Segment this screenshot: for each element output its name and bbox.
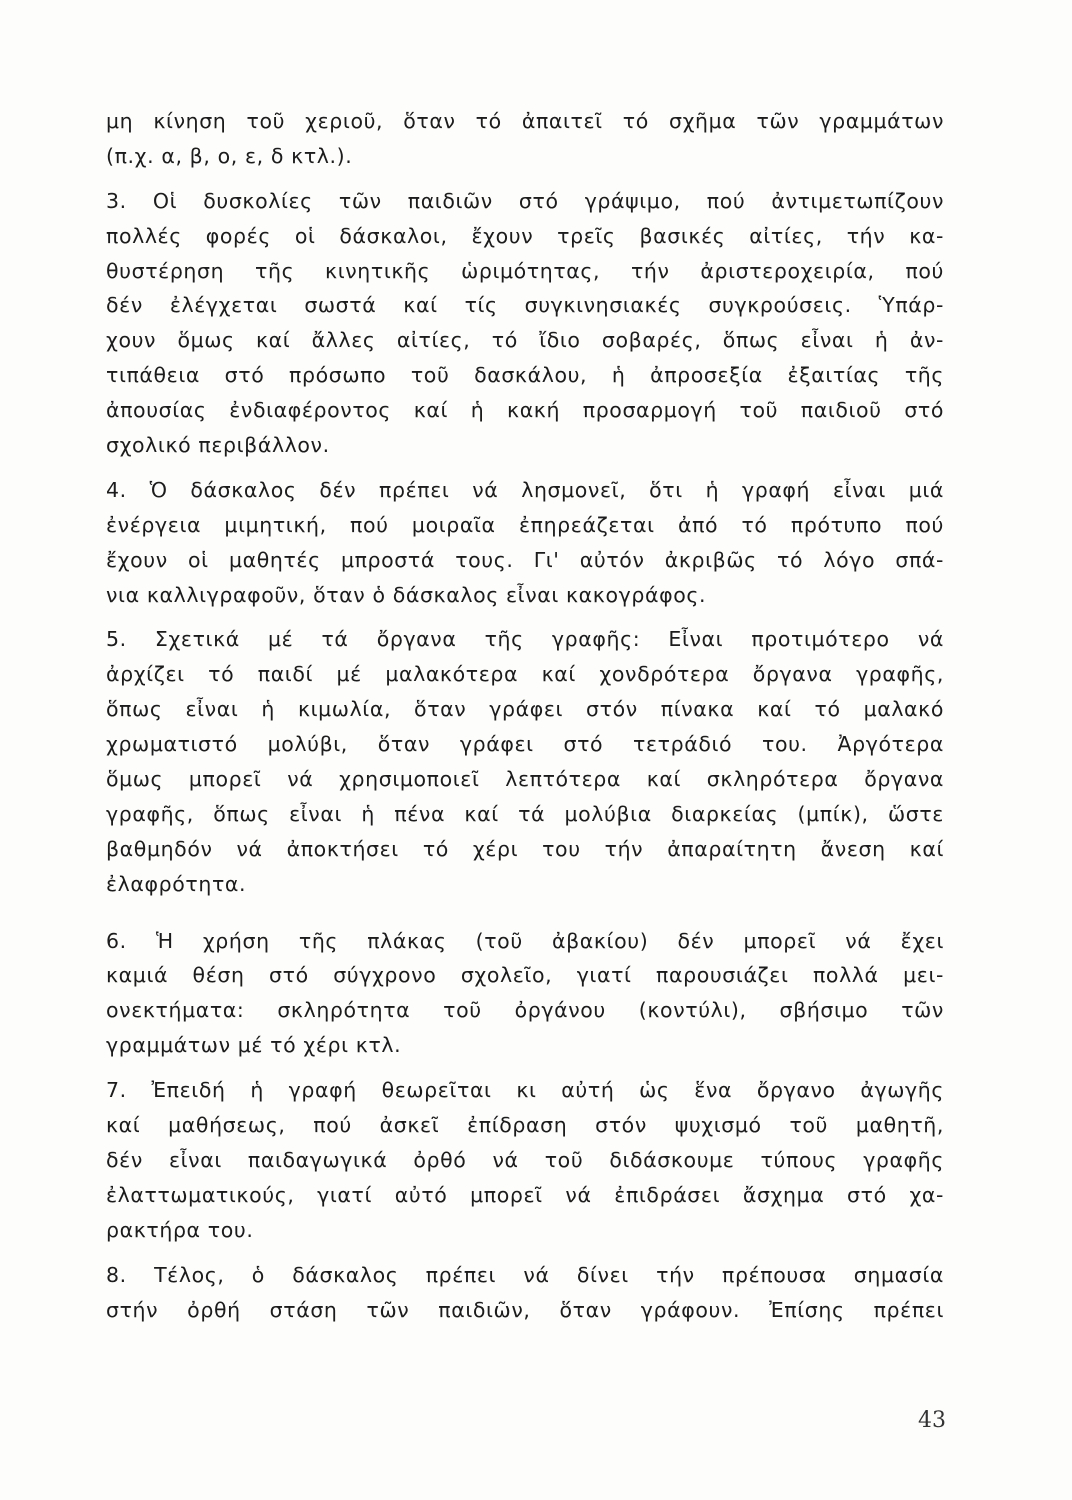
text-line: ἐλαττωματικούς, γιατί αὐτό μπορεῖ νά ἐπιδράσει ἄσχημα στό χα- (106, 1182, 944, 1207)
text-line: 4. Ὁ δάσκαλος δέν πρέπει νά λησμονεῖ, ὅτι ἡ γραφή εἶναι μιά (106, 477, 944, 502)
text-line: γραφῆς, ὅπως εἶναι ἡ πένα καί τά μολύβια διαρκείας (μπίκ), ὥστε (106, 801, 944, 826)
text-line: δέν εἶναι παιδαγωγικά ὀρθό νά τοῦ διδάσκουμε τύπους γραφῆς (106, 1147, 944, 1172)
text-line: νια καλλιγραφοῦν, ὅταν ὁ δάσκαλος εἶναι κακογράφος. (106, 582, 707, 607)
text-line: χρωματιστό μολύβι, ὅταν γράφει στό τετράδιό του. Ἀργότερα (106, 732, 944, 757)
text-line: ἀρχίζει τό παιδί μέ μαλακότερα καί χονδρότερα ὄργανα γραφῆς, (106, 662, 944, 687)
paragraph-gap (106, 174, 944, 184)
text-line: ἐνέργεια μιμητική, πού μοιραῖα ἐπηρεάζεται ἀπό τό πρότυπο πού (106, 512, 944, 537)
text-line: 8. Τέλος, ὁ δάσκαλος πρέπει νά δίνει τήν πρέπουσα σημασία (106, 1262, 944, 1287)
text-line: σχολικό περιβάλλον. (106, 433, 330, 458)
paragraph-gap (106, 463, 944, 473)
text-line: μη κίνηση τοῦ χεριοῦ, ὅταν τό ἀπαιτεῖ τό σχῆμα τῶν γραμμάτων (106, 109, 944, 133)
paragraph-gap (106, 902, 944, 924)
text-line: βαθμηδόν νά ἀποκτήσει τό χέρι του τήν ἀπαραίτητη ἄνεση καί (106, 836, 944, 861)
text-line: καμιά θέση στό σύγχρονο σχολεῖο, γιατί παρουσιάζει πολλά μει- (106, 963, 944, 988)
paragraph-gap (106, 1248, 944, 1258)
text-line: 6. Ἡ χρήση τῆς πλάκας (τοῦ ἀβακίου) δέν μπορεῖ νά ἔχει (106, 928, 944, 953)
text-line: τιπάθεια στό πρόσωπο τοῦ δασκάλου, ἡ ἀπροσεξία ἐξαιτίας τῆς (106, 363, 944, 388)
text-line: ρακτήρα του. (106, 1217, 254, 1242)
text-line: 7. Ἐπειδή ἡ γραφή θεωρεῖται κι αὐτή ὡς ἕνα ὄργανο ἀγωγῆς (106, 1078, 944, 1103)
text-line: ἔχουν οἱ μαθητές μπροστά τους. Γι' αὐτόν ἀκριβῶς τό λόγο σπά- (106, 547, 944, 572)
text-line: 3. Οἱ δυσκολίες τῶν παιδιῶν στό γράψιμο, πού ἀντιμετωπίζουν (106, 188, 944, 213)
text-line: δέν ἐλέγχεται σωστά καί τίς συγκινησιακές συγκρούσεις. Ὑπάρ- (106, 293, 944, 318)
text-line: γραμμάτων μέ τό χέρι κτλ. (106, 1033, 402, 1058)
text-line: ονεκτήματα: σκληρότητα τοῦ ὀργάνου (κοντύλι), σβήσιμο τῶν (106, 998, 944, 1023)
paragraph-gap (106, 1063, 944, 1073)
text-line: καί μαθήσεως, πού ἀσκεῖ ἐπίδραση στόν ψυχισμό τοῦ μαθητῆ, (106, 1113, 944, 1138)
text-line: θυστέρηση τῆς κινητικῆς ὡριμότητας, τήν ἀριστεροχειρία, πού (106, 258, 944, 283)
text-line: ὅπως εἶναι ἡ κιμωλία, ὅταν γράφει στόν πίνακα καί τό μαλακό (106, 697, 944, 722)
text-line: χουν ὅμως καί ἄλλες αἰτίες, τό ἴδιο σοβαρές, ὅπως εἶναι ἡ ἀν- (106, 328, 944, 353)
text-line: ἐλαφρότητα. (106, 871, 247, 896)
text-line: στήν ὀρθή στάση τῶν παιδιῶν, ὅταν γράφουν. Ἐπίσης πρέπει (106, 1297, 944, 1322)
text-line: ἀπουσίας ἐνδιαφέροντος καί ἡ κακή προσαρμογή τοῦ παιδιοῦ στό (106, 398, 944, 423)
paragraph-gap (106, 612, 944, 622)
text-line: 5. Σχετικά μέ τά ὄργανα τῆς γραφῆς: Εἶναι προτιμότερο νά (106, 627, 944, 652)
text-line: πολλές φορές οἱ δάσκαλοι, ἔχουν τρεῖς βασικές αἰτίες, τήν κα- (106, 223, 944, 248)
text-line: ὅμως μπορεῖ νά χρησιμοποιεῖ λεπτότερα καί σκληρότερα ὄργανα (106, 767, 944, 792)
page-number: 43 (918, 1408, 946, 1433)
body-text (106, 104, 944, 1327)
text-line: (π.χ. α, β, ο, ε, δ κτλ.). (106, 143, 353, 168)
